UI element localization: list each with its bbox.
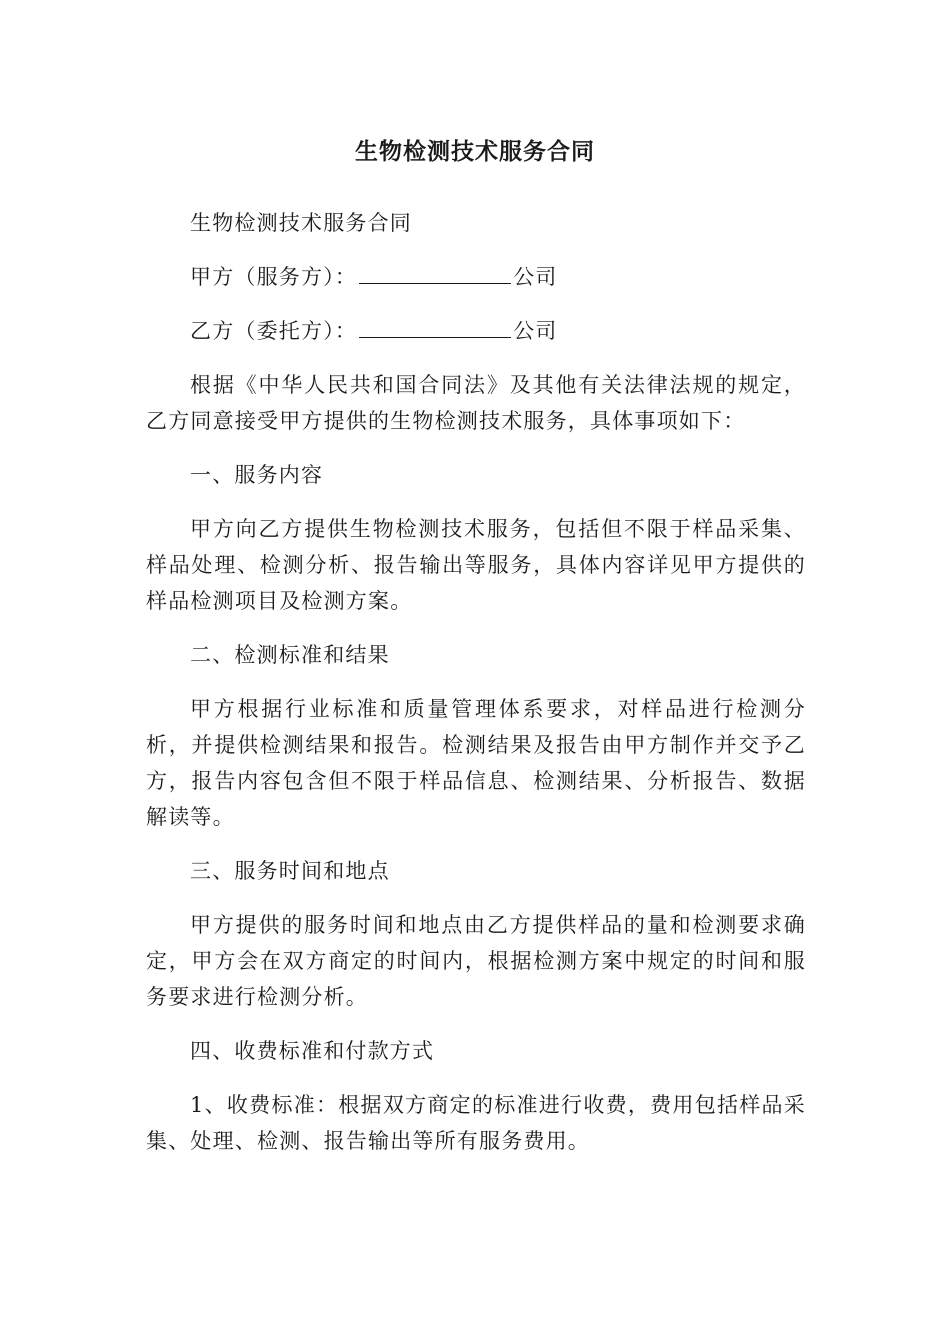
section2-paragraph: 甲方根据行业标准和质量管理体系要求，对样品进行检测分析，并提供检测结果和报告。检测结果及报告由甲方制作并交予乙方，报告内容包含但不限于样品信息、检测结果、分析报告、数据解读等。 — [146, 697, 806, 829]
section3-heading: 三、服务时间和地点 — [190, 859, 390, 883]
party-b-suffix: 公司 — [513, 319, 558, 343]
party-a-label: 甲方（服务方）： — [190, 265, 358, 289]
party-b-label: 乙方（委托方）： — [190, 319, 358, 343]
intro-paragraph: 根据《中华人民共和国合同法》及其他有关法律法规的规定，乙方同意接受甲方提供的生物检测技术服务，具体事项如下： — [146, 373, 806, 433]
section4-heading: 四、收费标准和付款方式 — [190, 1039, 435, 1063]
document-body — [146, 205, 806, 1177]
section4-item1: 1、收费标准：根据双方商定的标准进行收费，费用包括样品采集、处理、检测、报告输出等所有服务费用。 — [146, 1093, 806, 1153]
section3-paragraph: 甲方提供的服务时间和地点由乙方提供样品的量和检测要求确定，甲方会在双方商定的时间内，根据检测方案中规定的时间和服务要求进行检测分析。 — [146, 913, 806, 1009]
party-b-blank — [359, 315, 511, 338]
contract-subtitle: 生物检测技术服务合同 — [190, 211, 412, 235]
section2-heading: 二、检测标准和结果 — [190, 643, 390, 667]
party-a-line — [146, 259, 806, 295]
party-a-suffix: 公司 — [513, 265, 558, 289]
party-a-blank — [359, 261, 511, 284]
section1-paragraph: 甲方向乙方提供生物检测技术服务，包括但不限于样品采集、样品处理、检测分析、报告输出等服务，具体内容详见甲方提供的样品检测项目及检测方案。 — [146, 517, 806, 613]
section1-heading: 一、服务内容 — [190, 463, 324, 487]
document-title: 生物检测技术服务合同 — [355, 139, 595, 165]
party-b-line — [146, 313, 806, 349]
